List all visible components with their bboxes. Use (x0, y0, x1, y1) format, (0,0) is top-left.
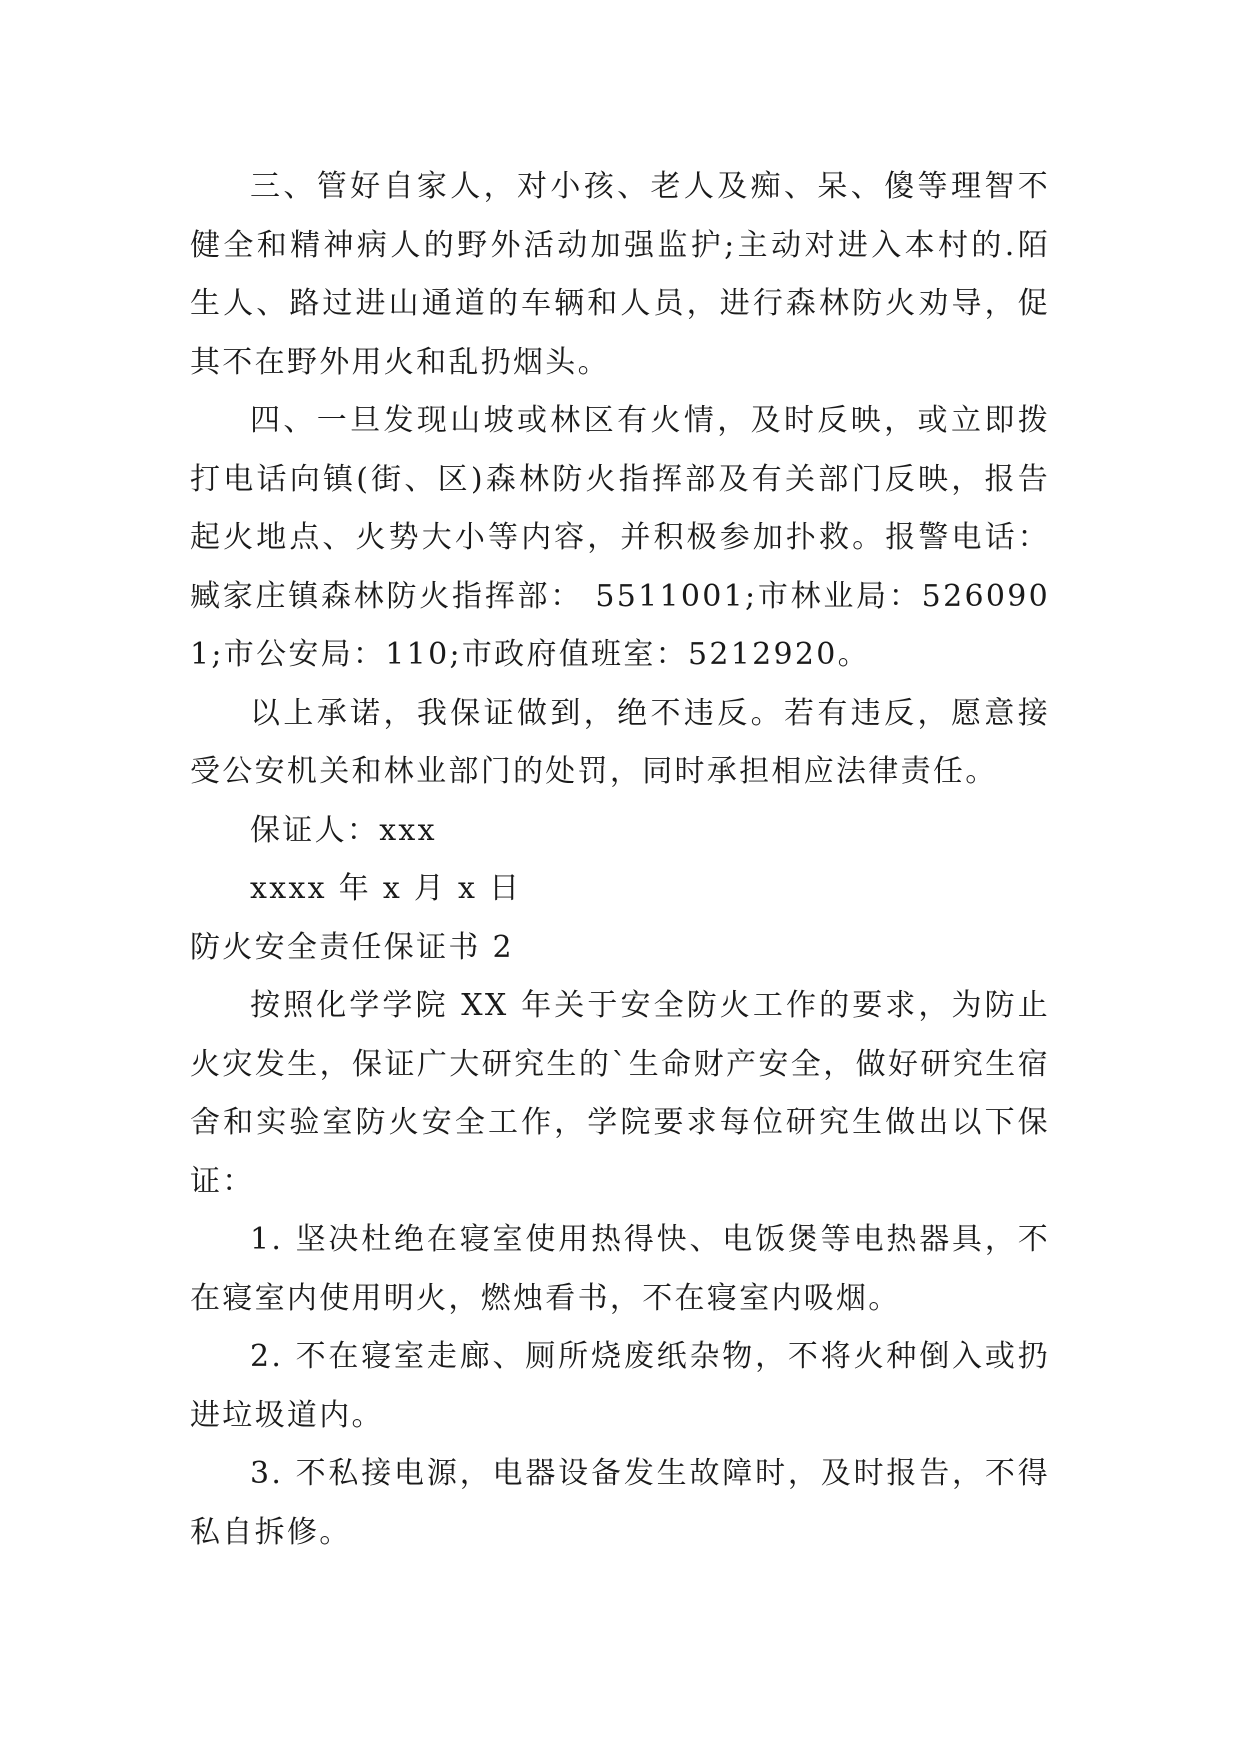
paragraph-section-three: 三、管好自家人，对小孩、老人及痴、呆、傻等理智不健全和精神病人的野外活动加强监护;主动对进入本村的.陌生人、路过进山通道的车辆和人员，进行森林防火劝导，促其不在野外用火和乱扔烟头。 (190, 169, 1050, 380)
paragraph-section-four: 四、一旦发现山坡或林区有火情，及时反映，或立即拨打电话向镇(街、区)森林防火指挥部及有关部门反映，报告起火地点、火势大小等内容，并积极参加扑救。报警电话：臧家庄镇森林防火指挥部： 5511001;市林业局：5260901;市公安局：110;市政府值班室：5212920。 (190, 403, 1050, 672)
paragraph-promise: 以上承诺，我保证做到，绝不违反。若有违反，愿意接受公安机关和林业部门的处罚，同时承担相应法律责任。 (190, 695, 1050, 789)
paragraph-intro: 按照化学学院 XX 年关于安全防火工作的要求，为防止火灾发生，保证广大研究生的`生命财产安全，做好研究生宿舍和实验室防火安全工作，学院要求每位研究生做出以下保证： (190, 988, 1050, 1199)
list-item-2: 2. 不在寝室走廊、厕所烧废纸杂物，不将火种倒入或扔进垃圾道内。 (190, 1339, 1050, 1433)
date-line: xxxx 年 x 月 x 日 (250, 871, 522, 906)
guarantor-line: 保证人：xxx (250, 812, 437, 848)
document-body (190, 158, 1050, 1562)
section-title: 防火安全责任保证书 2 (190, 929, 514, 965)
list-item-3: 3. 不私接电源，电器设备发生故障时，及时报告，不得私自拆修。 (190, 1456, 1050, 1550)
list-item-1: 1. 坚决杜绝在寝室使用热得快、电饭煲等电热器具，不在寝室内使用明火，燃烛看书，不在寝室内吸烟。 (190, 1222, 1050, 1316)
